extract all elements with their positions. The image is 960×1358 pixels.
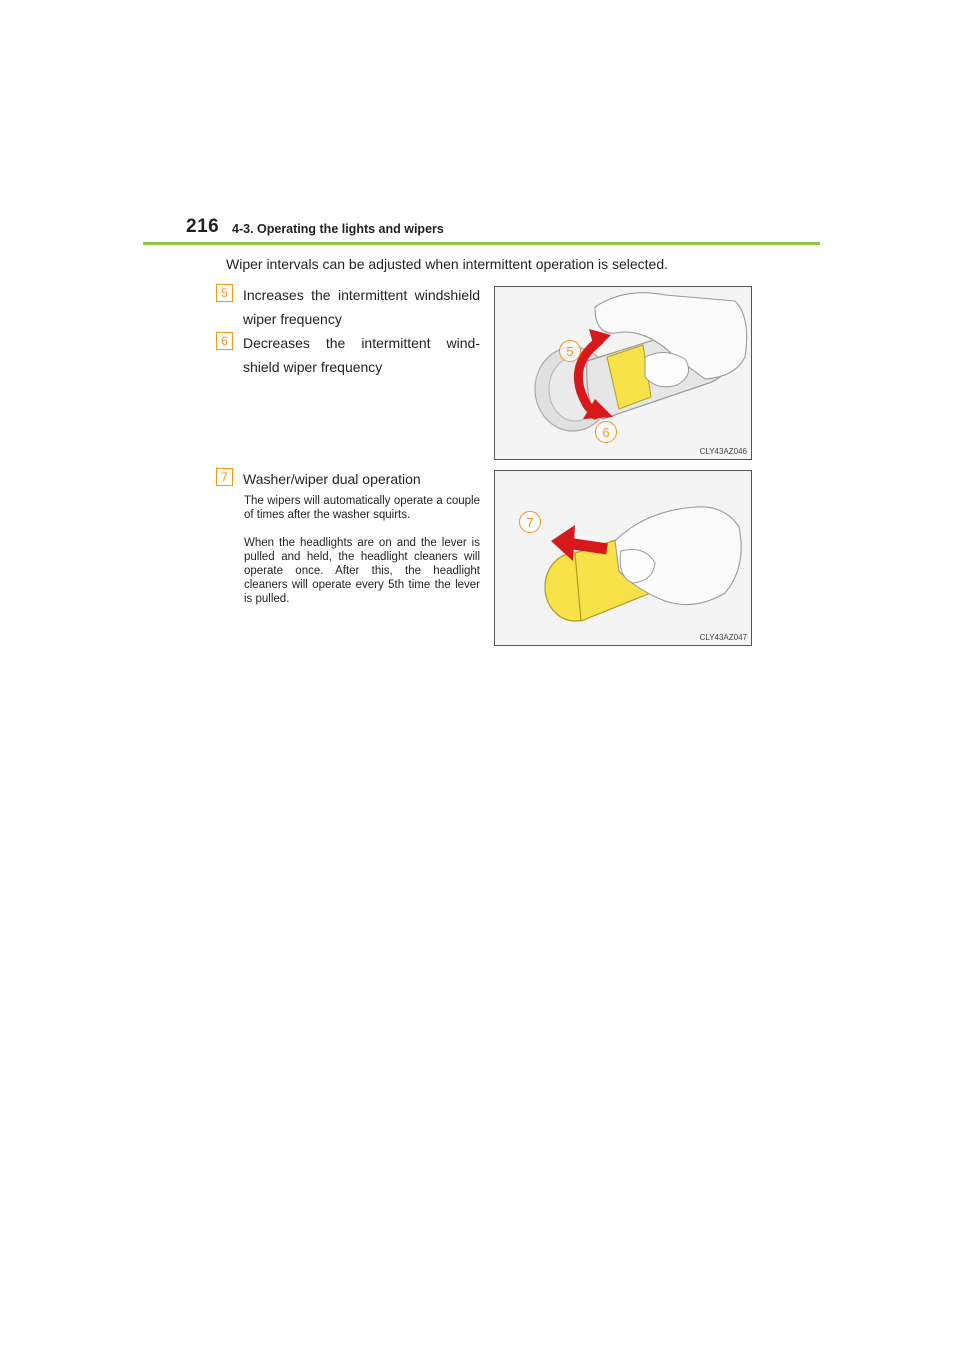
wiper-lever-illustration <box>495 287 751 459</box>
callout-6: 6 <box>595 421 617 443</box>
figure-washer-operation <box>494 470 752 646</box>
list-item <box>216 283 480 331</box>
page-number: 216 <box>186 216 220 237</box>
list-item <box>216 331 480 379</box>
list-item <box>216 467 480 491</box>
header-rule <box>143 242 820 245</box>
item-number-badge: 6 <box>216 332 233 350</box>
item-text: Decreases the intermittent wind-shield wiper frequency <box>243 335 480 375</box>
callout-5: 5 <box>559 340 581 362</box>
figure-wiper-interval <box>494 286 752 460</box>
item-text: Increases the intermittent windshield wiper frequency <box>243 287 480 327</box>
note-paragraph: When the headlights are on and the lever is pulled and held, the headlight cleaners will operate once. After this, the headlight cleaners will operate every 5th time the lever is pulled. <box>244 537 480 605</box>
intro-text: Wiper intervals can be adjusted when intermittent operation is selected. <box>226 256 669 272</box>
callout-7: 7 <box>519 511 541 533</box>
figure-code: CLY43AZ046 <box>699 447 747 456</box>
figure-code: CLY43AZ047 <box>699 633 747 642</box>
item-text: Washer/wiper dual operation <box>243 471 421 487</box>
item-number-badge: 5 <box>216 284 233 302</box>
section-title: 4-3. Operating the lights and wipers <box>232 222 444 236</box>
note-paragraph: The wipers will automatically operate a couple of times after the washer squirts. <box>244 495 480 521</box>
item-number-badge: 7 <box>216 468 233 486</box>
washer-lever-illustration <box>495 471 751 645</box>
